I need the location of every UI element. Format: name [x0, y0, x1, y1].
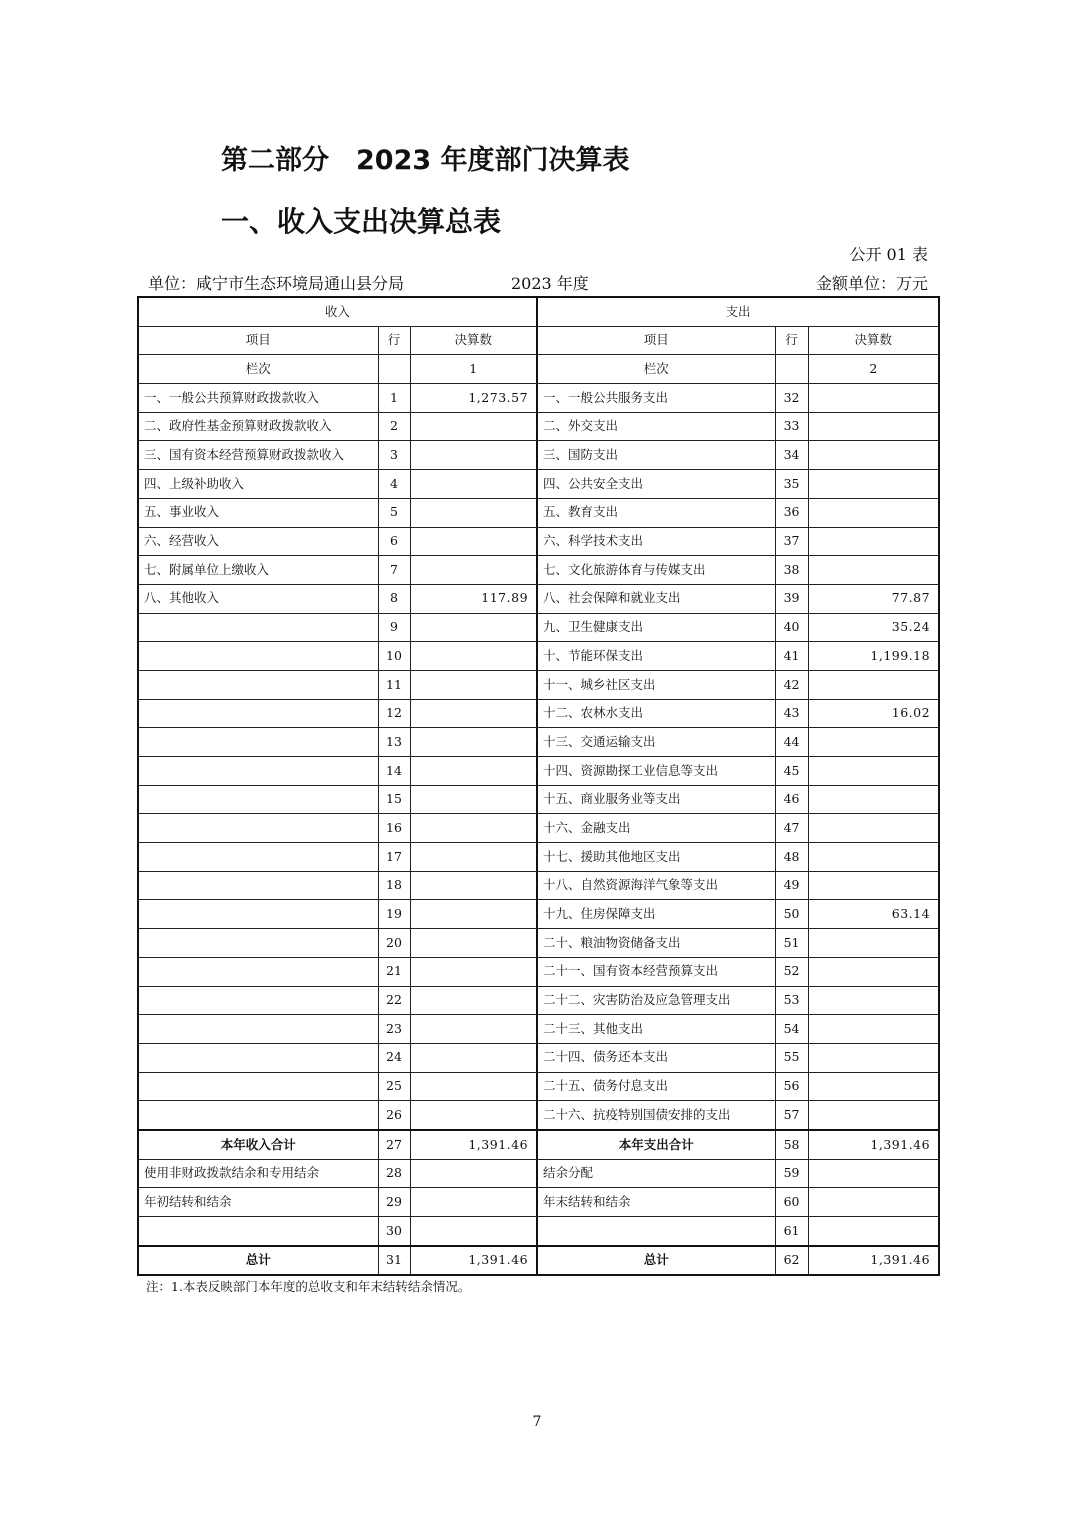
expense-line-cell: 46	[775, 785, 808, 814]
expense-item-cell: 十九、住房保障支出	[537, 900, 775, 929]
expense-amount-cell	[808, 814, 939, 843]
income-amount-cell: 1,391.46	[410, 1130, 537, 1159]
income-line-cell: 6	[378, 527, 410, 556]
expense-item-cell: 总计	[537, 1246, 775, 1276]
column-header-row	[138, 326, 939, 355]
income-amount-cell	[410, 843, 537, 872]
expense-line-cell: 48	[775, 843, 808, 872]
income-line-cell: 14	[378, 757, 410, 786]
income-line-cell: 19	[378, 900, 410, 929]
income-amount-cell	[410, 1101, 537, 1130]
table-row	[138, 957, 939, 986]
expense-amount-cell	[808, 929, 939, 958]
expense-line-cell: 52	[775, 957, 808, 986]
expense-amount-cell: 35.24	[808, 613, 939, 642]
page-title: 第二部分 2023 年度部门决算表	[221, 145, 630, 176]
income-column-label: 栏次	[138, 355, 378, 384]
expense-amount-cell	[808, 843, 939, 872]
expense-line-cell: 33	[775, 412, 808, 441]
income-item-cell	[138, 986, 378, 1015]
expense-amount-cell: 16.02	[808, 699, 939, 728]
expense-line-cell: 38	[775, 556, 808, 585]
income-amount-cell	[410, 986, 537, 1015]
expense-item-cell: 十一、城乡社区支出	[537, 670, 775, 699]
expense-item-cell: 一、一般公共服务支出	[537, 384, 775, 413]
expense-amount-cell: 1,391.46	[808, 1246, 939, 1276]
expense-line-cell: 55	[775, 1043, 808, 1072]
income-line-cell: 12	[378, 699, 410, 728]
income-amount-cell	[410, 785, 537, 814]
income-item-cell: 使用非财政拨款结余和专用结余	[138, 1159, 378, 1188]
income-line-header: 行	[378, 326, 410, 355]
income-line-cell: 17	[378, 843, 410, 872]
expense-line-cell: 43	[775, 699, 808, 728]
income-item-cell: 本年收入合计	[138, 1130, 378, 1159]
expense-amount-cell	[808, 670, 939, 699]
expense-amount-cell	[808, 1101, 939, 1130]
expense-amount-cell	[808, 757, 939, 786]
income-amount-cell	[410, 728, 537, 757]
budget-summary-table	[137, 296, 940, 1276]
expense-item-cell: 本年支出合计	[537, 1130, 775, 1159]
expense-item-cell: 八、社会保障和就业支出	[537, 584, 775, 613]
table-row	[138, 642, 939, 671]
income-line-cell: 31	[378, 1246, 410, 1276]
income-line-cell: 18	[378, 871, 410, 900]
expense-line-cell: 32	[775, 384, 808, 413]
page-number: 7	[532, 1414, 542, 1430]
income-item-cell	[138, 1101, 378, 1130]
income-amount-header: 决算数	[410, 326, 537, 355]
income-amount-cell	[410, 1015, 537, 1044]
income-item-cell: 七、附属单位上缴收入	[138, 556, 378, 585]
income-column-index: 1	[410, 355, 537, 384]
expense-line-cell: 41	[775, 642, 808, 671]
income-line-cell: 2	[378, 412, 410, 441]
income-amount-cell	[410, 642, 537, 671]
income-item-header: 项目	[138, 326, 378, 355]
expense-item-cell: 二十、粮油物资储备支出	[537, 929, 775, 958]
expense-line-cell: 47	[775, 814, 808, 843]
income-line-cell: 11	[378, 670, 410, 699]
table-row	[138, 384, 939, 413]
expense-amount-cell	[808, 1072, 939, 1101]
expense-line-cell: 44	[775, 728, 808, 757]
expense-line-cell: 57	[775, 1101, 808, 1130]
income-item-cell	[138, 699, 378, 728]
expense-amount-cell	[808, 498, 939, 527]
expense-line-header: 行	[775, 326, 808, 355]
income-amount-cell	[410, 498, 537, 527]
income-item-cell: 四、上级补助收入	[138, 470, 378, 499]
expense-header: 支出	[537, 297, 939, 326]
expense-line-cell: 56	[775, 1072, 808, 1101]
expense-item-cell: 九、卫生健康支出	[537, 613, 775, 642]
income-amount-cell	[410, 1188, 537, 1217]
income-line-cell: 3	[378, 441, 410, 470]
income-amount-cell	[410, 1217, 537, 1246]
income-line-cell: 24	[378, 1043, 410, 1072]
expense-amount-cell	[808, 957, 939, 986]
table-row	[138, 1072, 939, 1101]
table-row	[138, 728, 939, 757]
income-amount-cell	[410, 556, 537, 585]
table-row	[138, 470, 939, 499]
income-line-cell: 28	[378, 1159, 410, 1188]
expense-line-cell: 36	[775, 498, 808, 527]
income-line-cell: 20	[378, 929, 410, 958]
income-amount-cell: 1,391.46	[410, 1246, 537, 1276]
expense-amount-cell	[808, 728, 939, 757]
table-row	[138, 814, 939, 843]
income-amount-cell	[410, 757, 537, 786]
expense-amount-cell	[808, 527, 939, 556]
income-amount-cell	[410, 929, 537, 958]
expense-amount-cell	[808, 1188, 939, 1217]
expense-amount-cell	[808, 1043, 939, 1072]
table-row	[138, 1130, 939, 1159]
table-row	[138, 556, 939, 585]
unit-name: 单位：咸宁市生态环境局通山县分局	[148, 274, 405, 293]
income-line-cell: 13	[378, 728, 410, 757]
income-item-cell	[138, 613, 378, 642]
expense-amount-cell: 77.87	[808, 584, 939, 613]
expense-line-cell: 60	[775, 1188, 808, 1217]
expense-line-cell: 54	[775, 1015, 808, 1044]
expense-amount-cell	[808, 871, 939, 900]
expense-item-cell: 二十一、国有资本经营预算支出	[537, 957, 775, 986]
expense-amount-cell	[808, 441, 939, 470]
income-line-cell: 22	[378, 986, 410, 1015]
income-item-cell	[138, 757, 378, 786]
income-item-cell	[138, 1015, 378, 1044]
income-line-cell: 10	[378, 642, 410, 671]
income-amount-cell	[410, 470, 537, 499]
expense-item-cell: 三、国防支出	[537, 441, 775, 470]
income-line-cell: 25	[378, 1072, 410, 1101]
expense-line-cell: 42	[775, 670, 808, 699]
income-amount-cell: 1,273.57	[410, 384, 537, 413]
expense-line-cell: 50	[775, 900, 808, 929]
income-item-cell: 八、其他收入	[138, 584, 378, 613]
table-note: 注：1.本表反映部门本年度的总收支和年末结转结余情况。	[146, 1279, 471, 1294]
expense-item-cell: 十八、自然资源海洋气象等支出	[537, 871, 775, 900]
expense-item-cell: 十、节能环保支出	[537, 642, 775, 671]
income-line-cell: 16	[378, 814, 410, 843]
income-column-line	[378, 355, 410, 384]
expense-line-cell: 53	[775, 986, 808, 1015]
expense-amount-header: 决算数	[808, 326, 939, 355]
income-amount-cell	[410, 527, 537, 556]
expense-line-cell: 45	[775, 757, 808, 786]
table-row	[138, 1159, 939, 1188]
income-item-cell	[138, 642, 378, 671]
section-header-row	[138, 297, 939, 326]
expense-item-cell: 十六、金融支出	[537, 814, 775, 843]
expense-line-cell: 51	[775, 929, 808, 958]
income-amount-cell	[410, 670, 537, 699]
income-line-cell: 15	[378, 785, 410, 814]
income-line-cell: 26	[378, 1101, 410, 1130]
expense-item-cell: 二十六、抗疫特别国债安排的支出	[537, 1101, 775, 1130]
income-line-cell: 1	[378, 384, 410, 413]
table-row	[138, 1015, 939, 1044]
table-row	[138, 1188, 939, 1217]
income-amount-cell	[410, 814, 537, 843]
income-amount-cell	[410, 957, 537, 986]
expense-item-cell: 结余分配	[537, 1159, 775, 1188]
table-row	[138, 441, 939, 470]
expense-line-cell: 59	[775, 1159, 808, 1188]
table-row	[138, 670, 939, 699]
expense-column-index: 2	[808, 355, 939, 384]
expense-amount-cell: 1,199.18	[808, 642, 939, 671]
table-row	[138, 1101, 939, 1130]
expense-line-cell: 39	[775, 584, 808, 613]
income-line-cell: 7	[378, 556, 410, 585]
column-index-row	[138, 355, 939, 384]
expense-amount-cell: 63.14	[808, 900, 939, 929]
expense-item-cell: 六、科学技术支出	[537, 527, 775, 556]
expense-item-cell: 年末结转和结余	[537, 1188, 775, 1217]
income-item-cell	[138, 670, 378, 699]
expense-line-cell: 40	[775, 613, 808, 642]
expense-amount-cell	[808, 1015, 939, 1044]
income-line-cell: 5	[378, 498, 410, 527]
income-item-cell	[138, 1217, 378, 1246]
expense-amount-cell	[808, 384, 939, 413]
table-row	[138, 613, 939, 642]
income-item-cell: 六、经营收入	[138, 527, 378, 556]
income-item-cell: 总计	[138, 1246, 378, 1276]
expense-item-cell: 十二、农林水支出	[537, 699, 775, 728]
income-item-cell: 一、一般公共预算财政拨款收入	[138, 384, 378, 413]
expense-item-header: 项目	[537, 326, 775, 355]
expense-item-cell: 十三、交通运输支出	[537, 728, 775, 757]
income-item-cell	[138, 957, 378, 986]
expense-amount-cell	[808, 785, 939, 814]
table-row	[138, 843, 939, 872]
income-amount-cell: 117.89	[410, 584, 537, 613]
expense-amount-cell	[808, 986, 939, 1015]
expense-item-cell	[537, 1217, 775, 1246]
income-item-cell	[138, 843, 378, 872]
table-row	[138, 584, 939, 613]
expense-line-cell: 58	[775, 1130, 808, 1159]
expense-line-cell: 61	[775, 1217, 808, 1246]
expense-item-cell: 二、外交支出	[537, 412, 775, 441]
income-line-cell: 30	[378, 1217, 410, 1246]
table-row	[138, 1246, 939, 1276]
expense-line-cell: 35	[775, 470, 808, 499]
expense-item-cell: 二十五、债务付息支出	[537, 1072, 775, 1101]
income-item-cell	[138, 929, 378, 958]
expense-amount-cell	[808, 556, 939, 585]
table-row	[138, 757, 939, 786]
table-row	[138, 1043, 939, 1072]
income-amount-cell	[410, 1043, 537, 1072]
expense-item-cell: 二十四、债务还本支出	[537, 1043, 775, 1072]
expense-amount-cell	[808, 412, 939, 441]
income-amount-cell	[410, 1159, 537, 1188]
income-amount-cell	[410, 1072, 537, 1101]
income-amount-cell	[410, 441, 537, 470]
expense-amount-cell	[808, 470, 939, 499]
income-item-cell: 二、政府性基金预算财政拨款收入	[138, 412, 378, 441]
income-item-cell: 五、事业收入	[138, 498, 378, 527]
income-line-cell: 21	[378, 957, 410, 986]
table-row	[138, 986, 939, 1015]
income-item-cell	[138, 871, 378, 900]
income-line-cell: 27	[378, 1130, 410, 1159]
income-line-cell: 29	[378, 1188, 410, 1217]
income-header: 收入	[138, 297, 537, 326]
expense-amount-cell	[808, 1217, 939, 1246]
income-amount-cell	[410, 412, 537, 441]
expense-item-cell: 十五、商业服务业等支出	[537, 785, 775, 814]
amount-unit: 金额单位：万元	[815, 274, 928, 293]
table-row	[138, 785, 939, 814]
income-line-cell: 23	[378, 1015, 410, 1044]
income-amount-cell	[410, 900, 537, 929]
expense-item-cell: 十七、援助其他地区支出	[537, 843, 775, 872]
expense-line-cell: 37	[775, 527, 808, 556]
income-line-cell: 8	[378, 584, 410, 613]
income-item-cell	[138, 900, 378, 929]
income-line-cell: 9	[378, 613, 410, 642]
income-item-cell	[138, 1072, 378, 1101]
income-item-cell: 年初结转和结余	[138, 1188, 378, 1217]
income-amount-cell	[410, 699, 537, 728]
expense-line-cell: 34	[775, 441, 808, 470]
income-amount-cell	[410, 613, 537, 642]
table-title: 一、收入支出决算总表	[221, 205, 502, 238]
income-item-cell	[138, 814, 378, 843]
expense-item-cell: 四、公共安全支出	[537, 470, 775, 499]
table-row	[138, 871, 939, 900]
form-number: 公开 01 表	[849, 245, 928, 264]
table-row	[138, 527, 939, 556]
expense-amount-cell: 1,391.46	[808, 1130, 939, 1159]
expense-item-cell: 二十三、其他支出	[537, 1015, 775, 1044]
table-row	[138, 929, 939, 958]
table-row	[138, 412, 939, 441]
income-item-cell: 三、国有资本经营预算财政拨款收入	[138, 441, 378, 470]
expense-column-label: 栏次	[537, 355, 775, 384]
income-item-cell	[138, 785, 378, 814]
expense-line-cell: 62	[775, 1246, 808, 1276]
expense-line-cell: 49	[775, 871, 808, 900]
income-amount-cell	[410, 871, 537, 900]
expense-item-cell: 五、教育支出	[537, 498, 775, 527]
income-line-cell: 4	[378, 470, 410, 499]
table-row	[138, 498, 939, 527]
expense-amount-cell	[808, 1159, 939, 1188]
fiscal-year: 2023 年度	[511, 274, 589, 293]
expense-column-line	[775, 355, 808, 384]
expense-item-cell: 二十二、灾害防治及应急管理支出	[537, 986, 775, 1015]
table-row	[138, 1217, 939, 1246]
table-row	[138, 900, 939, 929]
income-item-cell	[138, 1043, 378, 1072]
expense-item-cell: 七、文化旅游体育与传媒支出	[537, 556, 775, 585]
table-row	[138, 699, 939, 728]
expense-item-cell: 十四、资源勘探工业信息等支出	[537, 757, 775, 786]
income-item-cell	[138, 728, 378, 757]
